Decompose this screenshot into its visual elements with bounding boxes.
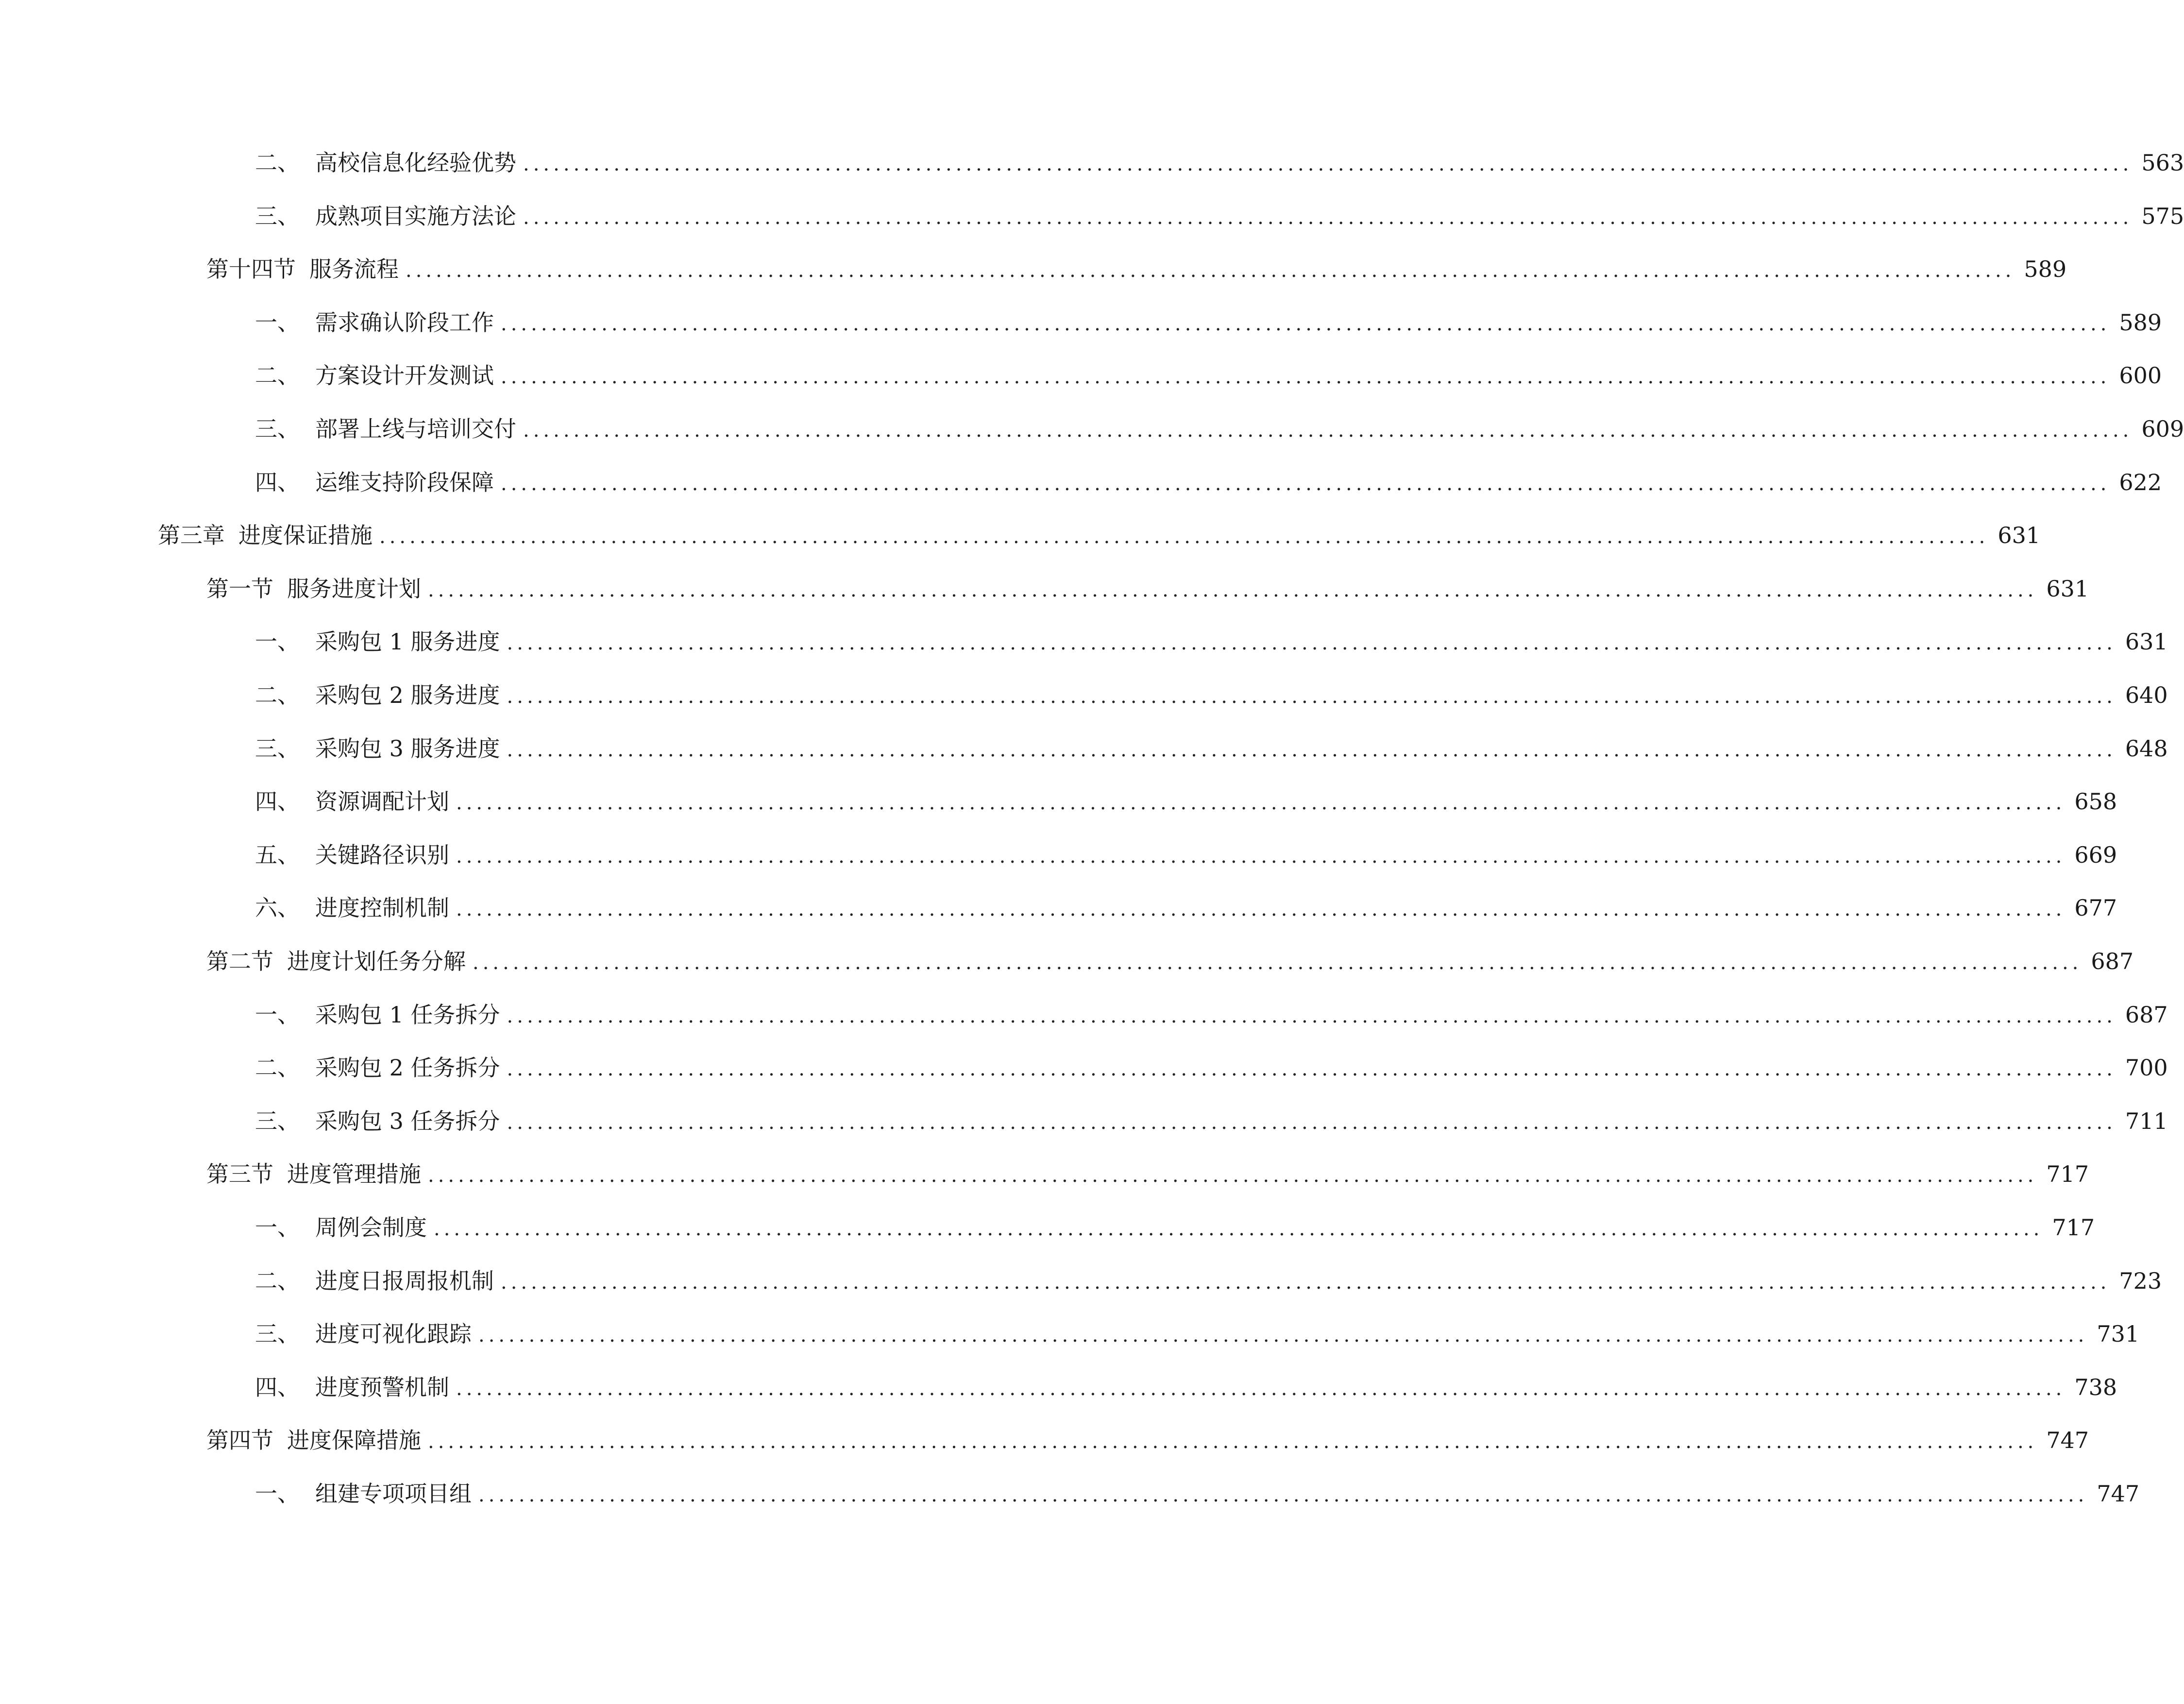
toc-entry-sub[interactable]: [255, 409, 2184, 448]
dot-leader: ................................................................................................................................................................: [507, 1111, 2116, 1134]
dot-leader: ................................................................................................................................................................: [501, 366, 2111, 388]
toc-entry-sub[interactable]: [255, 197, 2184, 236]
toc-entry-number: 第十四节: [206, 256, 296, 282]
toc-entry-label: [206, 1155, 421, 1193]
toc-entry-title: 需求确认阶段工作: [315, 309, 494, 336]
toc-entry-title: 进度管理措施: [287, 1161, 421, 1187]
dot-leader: ................................................................................................................................................................: [379, 526, 1989, 548]
toc-entry-label: [255, 1261, 494, 1300]
dot-leader: ................................................................................................................................................................: [478, 1484, 2088, 1506]
toc-entry-title: 采购包 1 任务拆分: [315, 1002, 500, 1028]
toc-entry-sub[interactable]: [255, 622, 2168, 661]
toc-entry-label: [255, 729, 500, 768]
toc-entry-label: [255, 1048, 500, 1087]
toc-entry-sub[interactable]: [255, 1102, 2168, 1141]
toc-entry-page-number: 648: [2125, 735, 2168, 762]
toc-entry-page-number: 631: [2125, 629, 2168, 655]
toc-entry-sub[interactable]: [255, 1474, 2140, 1513]
dot-leader: ................................................................................................................................................................: [456, 845, 2066, 868]
dot-leader: ................................................................................................................................................................: [428, 1431, 2038, 1453]
dot-leader: ................................................................................................................................................................: [406, 259, 2015, 282]
toc-entry-title: 成熟项目实施方法论: [315, 203, 516, 229]
toc-entry-page-number: 640: [2125, 682, 2168, 708]
toc-entry-title: 服务进度计划: [287, 576, 421, 602]
toc-entry-label: [206, 250, 399, 289]
toc-entry-label: [255, 888, 449, 927]
toc-entry-title: 采购包 2 服务进度: [315, 682, 500, 708]
toc-entry-title: 组建专项项目组: [315, 1481, 472, 1507]
toc-entry-label: [255, 1208, 427, 1247]
toc-entry-number: 五、: [255, 842, 300, 868]
toc-entry-page-number: 589: [2024, 256, 2067, 282]
toc-entry-page-number: 609: [2141, 416, 2184, 442]
toc-entry-title: 高校信息化经验优势: [315, 150, 516, 176]
toc-entry-title: 关键路径识别: [315, 842, 449, 868]
toc-entry-label: [255, 1102, 500, 1141]
toc-entry-label: [255, 197, 516, 236]
toc-entry-label: [255, 676, 500, 715]
toc-entry-sub[interactable]: [255, 1314, 2140, 1353]
toc-entry-number: 第二节: [206, 948, 273, 974]
toc-entry-label: [255, 622, 500, 661]
toc-entry-sec[interactable]: [206, 1155, 2089, 1193]
toc-entry-sub[interactable]: [255, 463, 2162, 502]
toc-entry-title: 进度保障措施: [287, 1427, 421, 1453]
toc-entry-label: [206, 942, 466, 981]
toc-entry-sub[interactable]: [255, 1048, 2168, 1087]
toc-entry-label: [255, 1474, 472, 1513]
toc-entry-page-number: 589: [2119, 309, 2162, 336]
toc-entry-sec[interactable]: [206, 1421, 2089, 1460]
toc-entry-sub[interactable]: [255, 1368, 2117, 1407]
toc-entry-sub[interactable]: [255, 303, 2162, 342]
toc-entry-label: [255, 409, 516, 448]
toc-entry-number: 第一节: [206, 576, 273, 602]
toc-entry-sec[interactable]: [206, 942, 2134, 981]
toc-entry-number: 第四节: [206, 1427, 273, 1453]
toc-entry-label: [255, 356, 494, 395]
dot-leader: ................................................................................................................................................................: [434, 1218, 2044, 1240]
toc-entry-number: 六、: [255, 895, 300, 921]
dot-leader: ................................................................................................................................................................: [507, 1005, 2116, 1027]
toc-entry-sub[interactable]: [255, 143, 2184, 182]
toc-entry-title: 服务流程: [309, 256, 399, 282]
toc-entry-page-number: 717: [2052, 1214, 2095, 1241]
toc-entry-number: 二、: [255, 362, 300, 389]
toc-entry-page-number: 723: [2119, 1268, 2162, 1294]
toc-entry-number: 三、: [255, 203, 300, 229]
toc-entry-title: 进度预警机制: [315, 1374, 449, 1400]
toc-entry-sub[interactable]: [255, 782, 2117, 821]
dot-leader: ................................................................................................................................................................: [523, 419, 2133, 442]
dot-leader: ................................................................................................................................................................: [456, 792, 2066, 814]
dot-leader: ................................................................................................................................................................: [501, 313, 2111, 335]
toc-entry-sub[interactable]: [255, 356, 2162, 395]
dot-leader: ................................................................................................................................................................: [507, 632, 2116, 654]
toc-entry-page-number: 669: [2074, 842, 2117, 868]
dot-leader: ................................................................................................................................................................: [507, 1058, 2116, 1080]
toc-entry-sub[interactable]: [255, 835, 2117, 874]
toc-entry-page-number: 575: [2141, 203, 2184, 229]
toc-entry-number: 三、: [255, 416, 300, 442]
toc-entry-label: [255, 835, 449, 874]
toc-entry-sub[interactable]: [255, 729, 2168, 768]
toc-entry-number: 二、: [255, 1055, 300, 1081]
toc-entry-title: 周例会制度: [315, 1214, 427, 1241]
toc-entry-sec[interactable]: [206, 569, 2089, 608]
toc-entry-number: 二、: [255, 682, 300, 708]
toc-entry-title: 采购包 3 服务进度: [315, 735, 500, 762]
dot-leader: ................................................................................................................................................................: [456, 1378, 2066, 1400]
dot-leader: ................................................................................................................................................................: [523, 206, 2133, 229]
toc-entry-page-number: 711: [2125, 1108, 2168, 1134]
dot-leader: ................................................................................................................................................................: [456, 898, 2066, 920]
toc-entry-page-number: 687: [2125, 1002, 2168, 1028]
toc-entry-page-number: 658: [2074, 788, 2117, 815]
toc-entry-page-number: 631: [2046, 576, 2089, 602]
toc-entry-label: [206, 569, 421, 608]
dot-leader: ................................................................................................................................................................: [428, 1164, 2038, 1187]
toc-entry-number: 二、: [255, 1268, 300, 1294]
dot-leader: ................................................................................................................................................................: [428, 579, 2038, 601]
toc-entry-page-number: 622: [2119, 469, 2162, 495]
toc-entry-number: 一、: [255, 629, 300, 655]
toc-entry-number: 三、: [255, 1108, 300, 1134]
toc-entry-page-number: 600: [2119, 362, 2162, 389]
toc-entry-sub[interactable]: [255, 1261, 2162, 1300]
toc-entry-label: [255, 1368, 449, 1407]
toc-entry-page-number: 717: [2046, 1161, 2089, 1187]
toc-entry-number: 二、: [255, 150, 300, 176]
toc-entry-page-number: 631: [1998, 522, 2041, 548]
toc-entry-label: [158, 516, 372, 555]
toc-entry-number: 一、: [255, 1214, 300, 1241]
toc-entry-page-number: 687: [2091, 948, 2134, 974]
toc-entry-page-number: 738: [2074, 1374, 2117, 1400]
toc-entry-number: 四、: [255, 788, 300, 815]
toc-entry-number: 四、: [255, 469, 300, 495]
toc-entry-title: 进度计划任务分解: [287, 948, 466, 974]
dot-leader: ................................................................................................................................................................: [507, 685, 2116, 708]
toc-entry-page-number: 747: [2097, 1481, 2140, 1507]
dot-leader: ................................................................................................................................................................: [478, 1324, 2088, 1346]
dot-leader: ................................................................................................................................................................: [473, 952, 2082, 974]
dot-leader: ................................................................................................................................................................: [523, 153, 2133, 175]
toc-entry-label: [206, 1421, 421, 1460]
toc-entry-title: 方案设计开发测试: [315, 362, 494, 389]
toc-entry-page-number: 677: [2074, 895, 2117, 921]
toc-entry-title: 资源调配计划: [315, 788, 449, 815]
toc-entry-page-number: 700: [2125, 1055, 2168, 1081]
toc-entry-title: 运维支持阶段保障: [315, 469, 494, 495]
toc-entry-number: 三、: [255, 1321, 300, 1347]
toc-entry-title: 进度保证措施: [238, 522, 372, 548]
toc-entry-number: 第三章: [158, 522, 225, 548]
toc-entry-page-number: 563: [2141, 150, 2184, 176]
toc-entry-label: [255, 1314, 472, 1353]
toc-entry-title: 进度控制机制: [315, 895, 449, 921]
toc-entry-sec[interactable]: [206, 250, 2067, 289]
toc-entry-label: [255, 463, 494, 502]
toc-entry-title: 采购包 2 任务拆分: [315, 1055, 500, 1081]
toc-entry-title: 进度可视化跟踪: [315, 1321, 472, 1347]
toc-entry-label: [255, 782, 449, 821]
toc-entry-label: [255, 995, 500, 1034]
dot-leader: ................................................................................................................................................................: [501, 1271, 2111, 1294]
toc-entry-title: 采购包 1 服务进度: [315, 629, 500, 655]
toc-entry-title: 采购包 3 任务拆分: [315, 1108, 500, 1134]
toc-entry-title: 部署上线与培训交付: [315, 416, 516, 442]
toc-entry-sub[interactable]: [255, 888, 2117, 927]
dot-leader: ................................................................................................................................................................: [507, 739, 2116, 761]
toc-entry-title: 进度日报周报机制: [315, 1268, 494, 1294]
toc-entry-sub[interactable]: [255, 676, 2168, 715]
toc-entry-number: 一、: [255, 1002, 300, 1028]
dot-leader: ................................................................................................................................................................: [501, 473, 2111, 495]
toc-entry-page-number: 747: [2046, 1427, 2089, 1453]
toc-entry-number: 第三节: [206, 1161, 273, 1187]
toc-entry-number: 四、: [255, 1374, 300, 1400]
toc-entry-sub[interactable]: [255, 995, 2168, 1034]
toc-entry-page-number: 731: [2097, 1321, 2140, 1347]
toc-entry-sub[interactable]: [255, 1208, 2095, 1247]
toc-entry-number: 三、: [255, 735, 300, 762]
toc-entry-label: [255, 143, 516, 182]
toc-entry-chap[interactable]: [158, 516, 2041, 555]
toc-entry-number: 一、: [255, 309, 300, 336]
toc-entry-number: 一、: [255, 1481, 300, 1507]
toc-entry-label: [255, 303, 494, 342]
